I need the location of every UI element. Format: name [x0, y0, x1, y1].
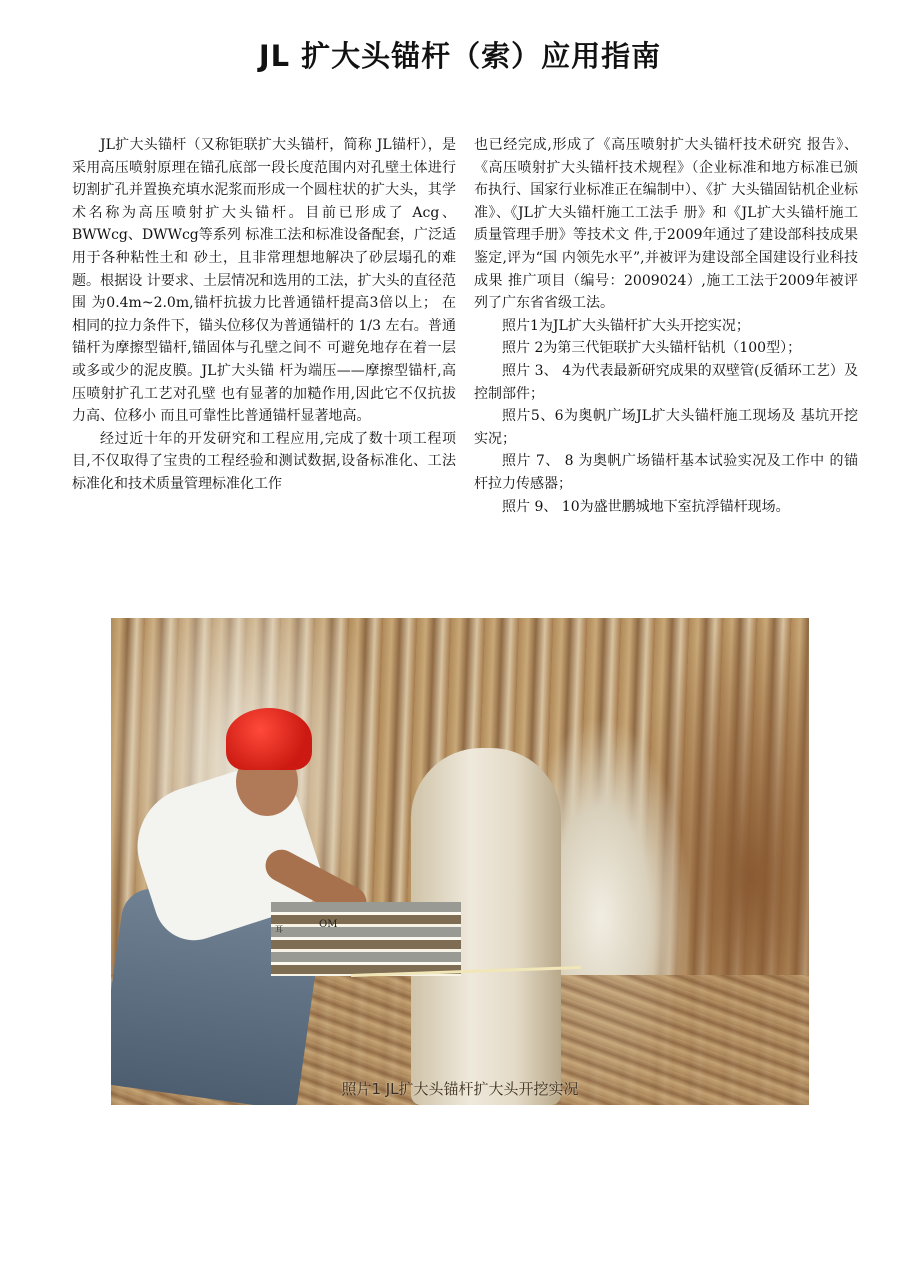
paragraph-development: 经过近十年的开发研究和工程应用,完成了数十项工程项目,不仅取得了宝贵的工程经验和测试数据,设备标准化、工法标准化和技术质量管理标准化工作	[72, 430, 456, 492]
right-column	[474, 134, 858, 518]
paragraph-continuation: 也已经完成,形成了《高压喷射扩大头锚杆技术研究 报告》、《高压喷射扩大头锚杆技术规程》（企业标准和地方标准已颁布执行、国家行业标准正在编制中）、《扩 大头锚固钻机企业标准》、《JL扩大头锚杆施工工法手 册》和《JL扩大头锚杆施工质量管理手册》等技术文 件,于2009年通过了建设部科技成果鉴定,评为“国 内领先水平”,并被评为建设部全国建设行业科技成果 推广项目（编号：2009024）,施工工法于2009年被评 列了广东省省级工法。	[474, 137, 858, 312]
left-column	[72, 134, 456, 496]
scale-tick-label: 耳	[275, 925, 283, 934]
photo-list-item: 照片 7、 8 为奥帆广场锚杆基本试验实况及工作中 的锚杆拉力传感器；	[474, 453, 858, 492]
paragraph-intro: JL扩大头锚杆（又称钜联扩大头锚杆，简称 JL锚杆），是采用高压喷射原理在锚孔底部一段长度范围内对孔壁土体进行切割扩孔并置换充填水泥浆而形成一个圆柱状的扩大头，其学术名称为高压喷射扩大头锚杆。目前已形成了 Acg、BWWcg、DWWcg等系列 标准工法和标准设备配套，广泛适用于各种粘性土和 砂土，且非常理想地解决了砂层塌孔的难题。根据设 计要求、土层情况和选用的工法，扩大头的直径范围 为0.4m~2.0m,锚杆抗拔力比普通锚杆提高3倍以上； 在相同的拉力条件下，锚头位移仅为普通锚杆的 1/3 左右。普通锚杆为摩擦型锚杆,锚固体与孔壁之间不 可避免地存在着一层或多或少的泥皮膜。JL扩大头锚 杆为端压——摩擦型锚杆,高压喷射扩孔工艺对孔壁 也有显著的加糙作用,因此它不仅抗拔力高、位移小 而且可靠性比普通锚杆显著地高。	[72, 137, 456, 425]
photo-list-item: 照片 9、 10为盛世鹏城地下室抗浮锚杆现场。	[502, 498, 790, 515]
document-title: JL 扩大头锚杆（索）应用指南	[258, 39, 662, 73]
photo-list-item: 照片1为JL扩大头锚杆扩大头开挖实况；	[502, 317, 750, 334]
scale-mark-label: OM	[319, 919, 338, 930]
photo-list-item: 照片 2为第三代钜联扩大头锚杆钻机（100型）；	[502, 340, 802, 357]
red-helmet	[226, 708, 312, 770]
excavation-photo	[111, 618, 809, 1105]
measuring-scale	[271, 902, 461, 976]
photo-caption: 照片1 JL扩大头锚杆扩大头开挖实况	[341, 1080, 579, 1098]
photo-list-item: 照片5、6为奥帆广场JL扩大头锚杆施工现场及 基坑开挖实况；	[474, 408, 858, 447]
photo-list-item: 照片 3、 4为代表最新研究成果的双壁管(反循环工艺）及控制部件；	[474, 362, 858, 402]
